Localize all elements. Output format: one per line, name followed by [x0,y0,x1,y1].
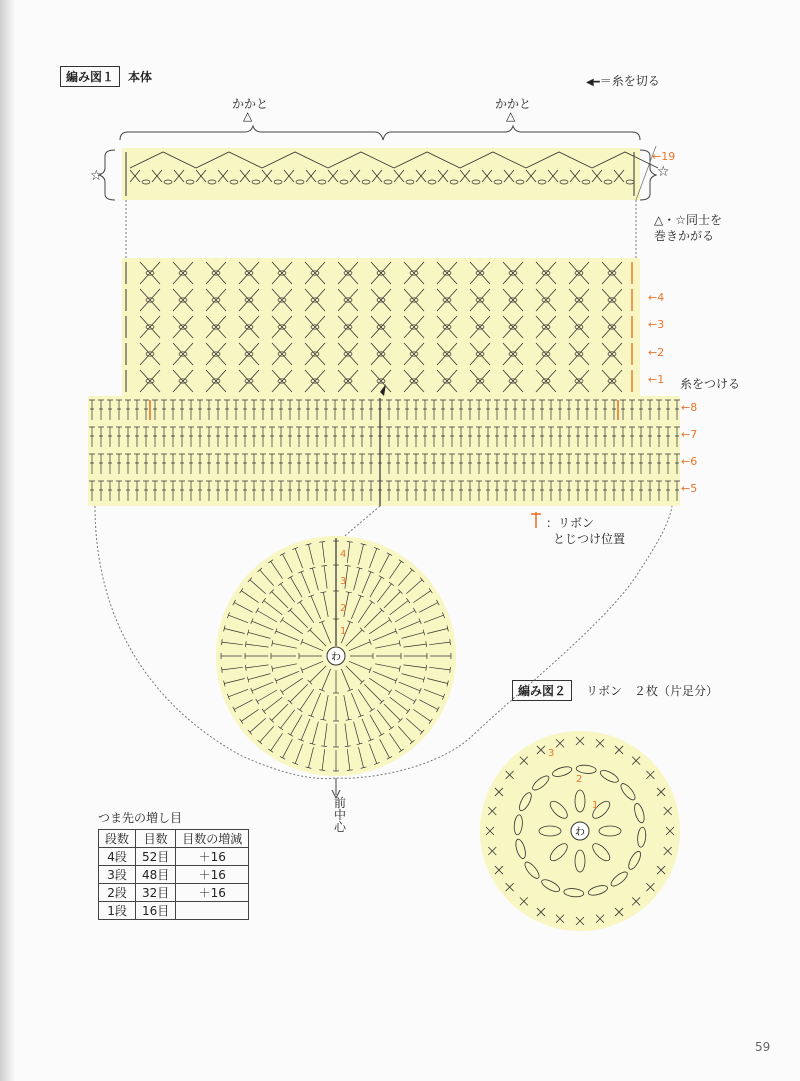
row-marker-5: ←5 [681,482,698,495]
row-marker-7: ←7 [681,428,698,441]
row-marker-4: ←4 [648,291,665,304]
ribbon-round-1: 1 [592,800,599,811]
table-cell: 48目 [136,866,176,884]
table-cell: 16目 [136,902,176,920]
heel-brace [120,126,640,140]
front-center-char-3: 心 [334,820,347,834]
page-number: 59 [755,1040,771,1054]
heel-triangle-right: △ [506,109,516,123]
cut-arrow-icon: ◀━ [586,77,600,88]
ribbon-center-text: わ [575,827,585,838]
table-cell: 4段 [99,848,136,866]
heel-label-right: かかと [495,97,532,111]
toe-guide [340,506,380,540]
figure2-label: 編み図２ [512,680,572,701]
table-cell: ＋16 [176,884,249,902]
star-mark-right: ☆ [657,164,670,180]
join-brace-right [640,150,656,200]
toe-round-1: 1 [340,626,347,637]
table-header: 目数 [136,830,176,848]
table-cell: 2段 [99,884,136,902]
figure1-label: 編み図１ [60,66,120,87]
ribbon-marker-line2: とじつけ位置 [553,532,626,546]
row-marker-3: ←3 [648,318,665,331]
row-marker-1: ←1 [648,373,665,386]
increase-table-title: つま先の増し目 [98,811,183,825]
table-cell: 1段 [99,902,136,920]
table-cell: 52目 [136,848,176,866]
table-header: 段数 [99,830,136,848]
toe-round-3: 3 [340,576,347,587]
toe-round-2: 2 [340,603,347,614]
table-cell: ＋16 [176,848,249,866]
front-center-char-1: 前 [334,796,347,810]
ribbon-round-3: 3 [548,748,555,759]
figure1-title: 本体 [128,70,153,84]
row-marker-2: ←2 [648,346,665,359]
table-header: 目数の増減 [176,830,249,848]
toe-round-4: 4 [340,549,347,560]
figure2-title: リボン ２枚（片足分） [586,684,719,698]
row-marker-19: ←19 [652,150,676,163]
cut-legend-text: ＝糸を切る [599,74,660,88]
toe-center-text: わ [331,652,341,663]
join-note-line1: △・☆同士を [654,213,722,227]
heel-label-left: かかと [232,97,269,111]
row-marker-8: ←8 [681,401,698,414]
join-note-line2: 巻きかがる [654,229,715,243]
attach-yarn-note: 糸をつける [680,377,741,391]
row-marker-6: ←6 [681,455,698,468]
front-center-char-2: 中 [334,808,347,822]
ribbon-marker-line1: ：リボン [546,516,595,530]
join-brace-left [99,150,115,200]
dc-band-fill [88,396,680,506]
heel-triangle-left: △ [243,109,253,123]
table-cell: 3段 [99,866,136,884]
table-cell: ＋16 [176,866,249,884]
ribbon-round-2: 2 [576,774,583,785]
table-cell: 32目 [136,884,176,902]
star-mark-left: ☆ [90,168,103,184]
